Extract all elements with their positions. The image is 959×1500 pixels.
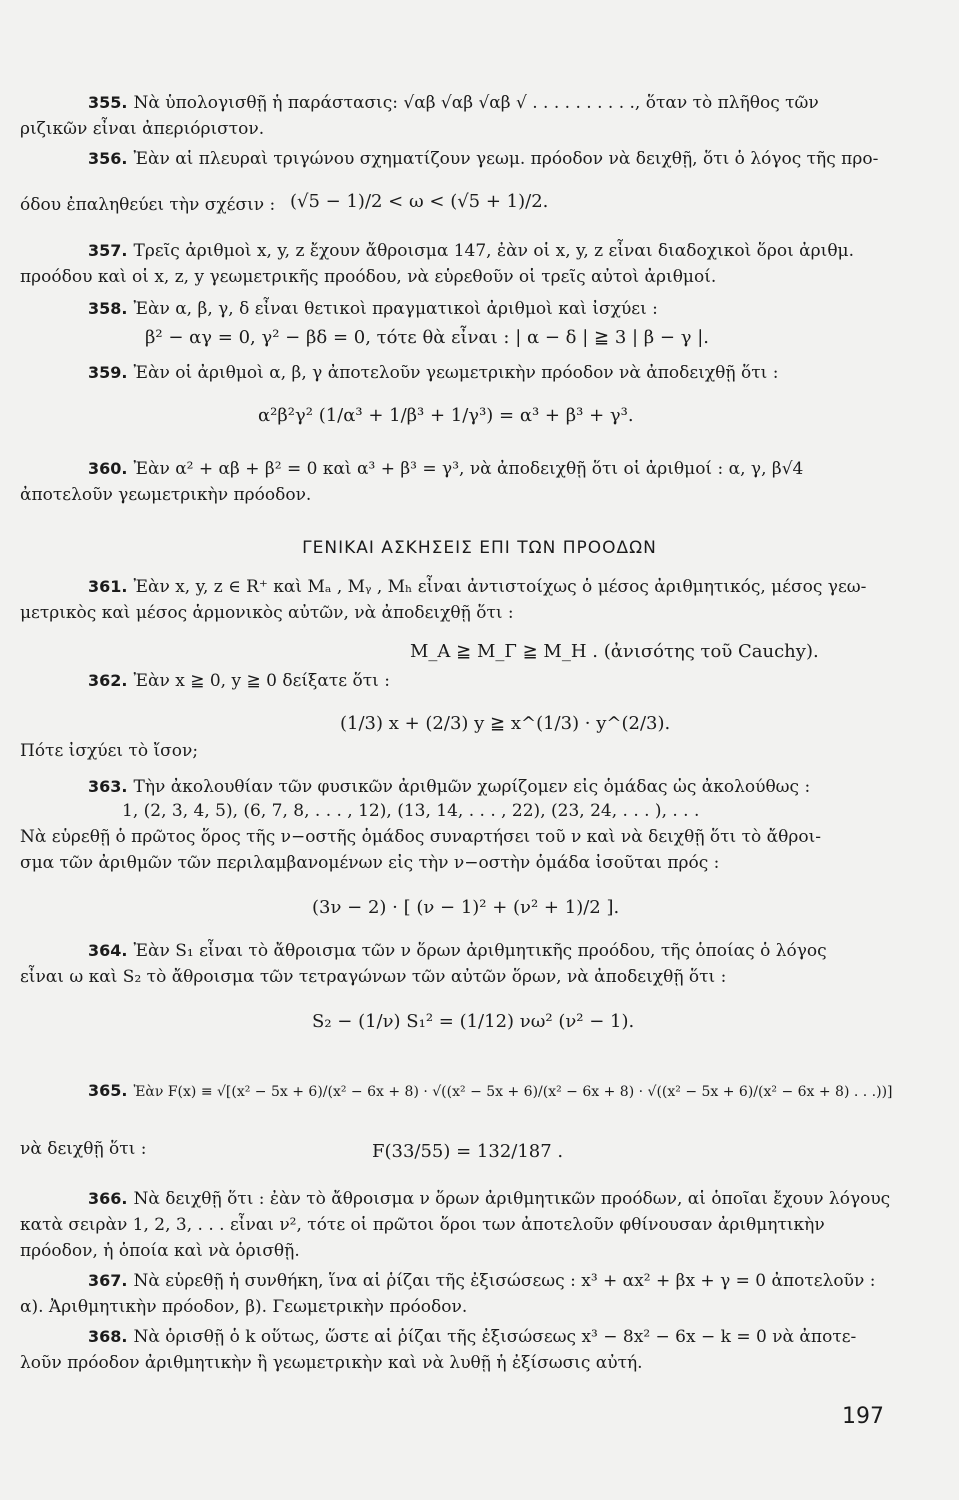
problem-358-formula: β² − αγ = 0, γ² − βδ = 0, τότε θὰ εἶναι : | α − δ | ≧ 3 | β − γ |. bbox=[145, 327, 709, 348]
section-heading: ΓΕΝΙΚΑΙ ΑΣΚΗΣΕΙΣ ΕΠΙ ΤΩΝ ΠΡΟΟΔΩΝ bbox=[302, 538, 657, 558]
problem-365-line-2: νὰ δειχθῇ ὅτι : bbox=[20, 1139, 147, 1159]
problem-number: 367. bbox=[88, 1271, 128, 1290]
problem-number: 357. bbox=[88, 241, 128, 260]
problem-number: 363. bbox=[88, 777, 128, 796]
problem-358-line-1: 358. Ἐὰν α, β, γ, δ εἶναι θετικοὶ πραγματικοὶ ἀριθμοὶ καὶ ἰσχύει : bbox=[88, 299, 658, 319]
problem-363-line-2: 1, (2, 3, 4, 5), (6, 7, 8, . . . , 12), (13, 14, . . . , 22), (23, 24, . . . ), . . . bbox=[122, 801, 700, 821]
problem-367-line-1: 367. Νὰ εὑρεθῇ ἡ συνθήκη, ἵνα αἱ ῥίζαι τῆς ἐξισώσεως : x³ + αx² + βx + γ = 0 ἀποτελοῦν : bbox=[88, 1271, 876, 1291]
problem-355-line-1: 355. Νὰ ὑπολογισθῇ ἡ παράστασις: √αβ √αβ √αβ √ . . . . . . . . . ., ὅταν τὸ πλῆθος τῶν bbox=[88, 93, 819, 113]
problem-number: 361. bbox=[88, 577, 128, 596]
problem-366-line-1: 366. Νὰ δειχθῇ ὅτι : ἐὰν τὸ ἄθροισμα ν ὅρων ἀριθμητικῶν προόδων, αἱ ὁποῖαι ἔχουν λόγους bbox=[88, 1189, 891, 1209]
problem-360-line-1: 360. Ἐὰν α² + αβ + β² = 0 καὶ α³ + β³ = γ³, νὰ ἀποδειχθῇ ὅτι οἱ ἀριθμοί : α, γ, β√4 bbox=[88, 459, 804, 479]
problem-362-formula: (1/3) x + (2/3) y ≧ x^(1/3) · y^(2/3). bbox=[340, 713, 671, 734]
problem-number: 364. bbox=[88, 941, 128, 960]
problem-364-line-2: εἶναι ω καὶ S₂ τὸ ἄθροισμα τῶν τετραγώνων τῶν αὐτῶν ὅρων, νὰ ἀποδειχθῇ ὅτι : bbox=[20, 967, 727, 987]
problem-363-formula: (3ν − 2) · [ (ν − 1)² + (ν² + 1)/2 ]. bbox=[312, 897, 620, 918]
problem-364-line-1: 364. Ἐὰν S₁ εἶναι τὸ ἄθροισμα τῶν ν ὅρων ἀριθμητικῆς προόδου, τῆς ὁποίας ὁ λόγος bbox=[88, 941, 827, 961]
problem-368-line-1: 368. Νὰ ὁρισθῇ ὁ k οὕτως, ὥστε αἱ ῥίζαι τῆς ἐξισώσεως x³ − 8x² − 6x − k = 0 νὰ ἀποτε- bbox=[88, 1327, 857, 1347]
problem-362-line-1: 362. Ἐὰν x ≧ 0, y ≧ 0 δείξατε ὅτι : bbox=[88, 671, 390, 691]
problem-356-formula: (√5 − 1)/2 < ω < (√5 + 1)/2. bbox=[290, 191, 549, 212]
problem-362-line-2: Πότε ἰσχύει τὸ ἴσον; bbox=[20, 741, 199, 761]
problem-367-line-2: α). Ἀριθμητικὴν πρόοδον, β). Γεωμετρικὴν πρόοδον. bbox=[20, 1297, 468, 1317]
problem-363-line-4: σμα τῶν ἀριθμῶν τῶν περιλαμβανομένων εἰς τὴν ν−οστὴν ὁμάδα ἰσοῦται πρός : bbox=[20, 853, 720, 873]
problem-368-line-2: λοῦν πρόοδον ἀριθμητικὴν ἢ γεωμετρικὴν καὶ νὰ λυθῇ ἡ ἐξίσωσις αὐτή. bbox=[20, 1353, 643, 1373]
problem-number: 360. bbox=[88, 459, 128, 478]
problem-356-line-1: 356. Ἐὰν αἱ πλευραὶ τριγώνου σχηματίζουν γεωμ. πρόοδον νὰ δειχθῇ, ὅτι ὁ λόγος τῆς προ- bbox=[88, 149, 879, 169]
problem-number: 359. bbox=[88, 363, 128, 382]
problem-361-line-1: 361. Ἐὰν x, y, z ∈ R⁺ καὶ Mₐ , Mᵧ , Mₕ εἶναι ἀντιστοίχως ὁ μέσος ἀριθμητικός, μέσος γεω- bbox=[88, 577, 867, 597]
problem-357-line-1: 357. Τρεῖς ἀριθμοὶ x, y, z ἔχουν ἄθροισμα 147, ἐὰν οἱ x, y, z εἶναι διαδοχικοὶ ὅροι ἀριθμ. bbox=[88, 241, 855, 261]
problem-364-formula: S₂ − (1/ν) S₁² = (1/12) νω² (ν² − 1). bbox=[312, 1011, 635, 1032]
problem-359-line-1: 359. Ἐὰν οἱ ἀριθμοὶ α, β, γ ἀποτελοῦν γεωμετρικὴν πρόοδον νὰ ἀποδειχθῇ ὅτι : bbox=[88, 363, 779, 383]
problem-365-line-1: 365. Ἐὰν F(x) ≡ √[(x² − 5x + 6)/(x² − 6x + 8) · √((x² − 5x + 6)/(x² − 6x + 8) · √((x² − 5x + 6)/(x² − 6x + 8) . . .))] bbox=[88, 1081, 893, 1100]
problem-number: 366. bbox=[88, 1189, 128, 1208]
problem-366-line-3: πρόοδον, ἡ ὁποία καὶ νὰ ὁρισθῇ. bbox=[20, 1241, 300, 1261]
problem-356-line-2: όδου ἐπαληθεύει τὴν σχέσιν : bbox=[20, 195, 276, 215]
problem-366-line-2: κατὰ σειρὰν 1, 2, 3, . . . εἶναι ν², τότε οἱ πρῶτοι ὅροι των ἀποτελοῦν φθίνουσαν ἀριθμητικὴν bbox=[20, 1215, 825, 1235]
problem-363-line-1: 363. Τὴν ἀκολουθίαν τῶν φυσικῶν ἀριθμῶν χωρίζομεν εἰς ὁμάδας ὡς ἀκολούθως : bbox=[88, 777, 811, 797]
problem-number: 356. bbox=[88, 149, 128, 168]
problem-355-line-2: ριζικῶν εἶναι ἀπεριόριστον. bbox=[20, 119, 265, 139]
problem-number: 365. bbox=[88, 1081, 128, 1100]
problem-number: 362. bbox=[88, 671, 128, 690]
problem-360-line-2: ἀποτελοῦν γεωμετρικὴν πρόοδον. bbox=[20, 485, 312, 505]
problem-359-formula: α²β²γ² (1/α³ + 1/β³ + 1/γ³) = α³ + β³ + γ³. bbox=[258, 405, 634, 426]
problem-361-line-2: μετρικὸς καὶ μέσος ἁρμονικὸς αὐτῶν, νὰ ἀποδειχθῇ ὅτι : bbox=[20, 603, 514, 623]
problem-357-line-2: προόδου καὶ οἱ x, z, y γεωμετρικῆς προόδου, νὰ εὑρεθοῦν οἱ τρεῖς αὐτοὶ ἀριθμοί. bbox=[20, 267, 717, 287]
problem-363-line-3: Νὰ εὑρεθῇ ὁ πρῶτος ὅρος τῆς ν−οστῆς ὁμάδος συναρτήσει τοῦ ν καὶ νὰ δειχθῇ ὅτι τὸ ἄθροι- bbox=[20, 827, 822, 847]
problem-number: 355. bbox=[88, 93, 128, 112]
problem-number: 368. bbox=[88, 1327, 128, 1346]
problem-361-formula: M_A ≧ M_Γ ≧ M_H . (ἀνισότης τοῦ Cauchy). bbox=[410, 641, 819, 662]
page-number: 197 bbox=[842, 1404, 884, 1429]
problem-365-formula: F(33/55) = 132/187 . bbox=[372, 1141, 564, 1162]
problem-number: 358. bbox=[88, 299, 128, 318]
